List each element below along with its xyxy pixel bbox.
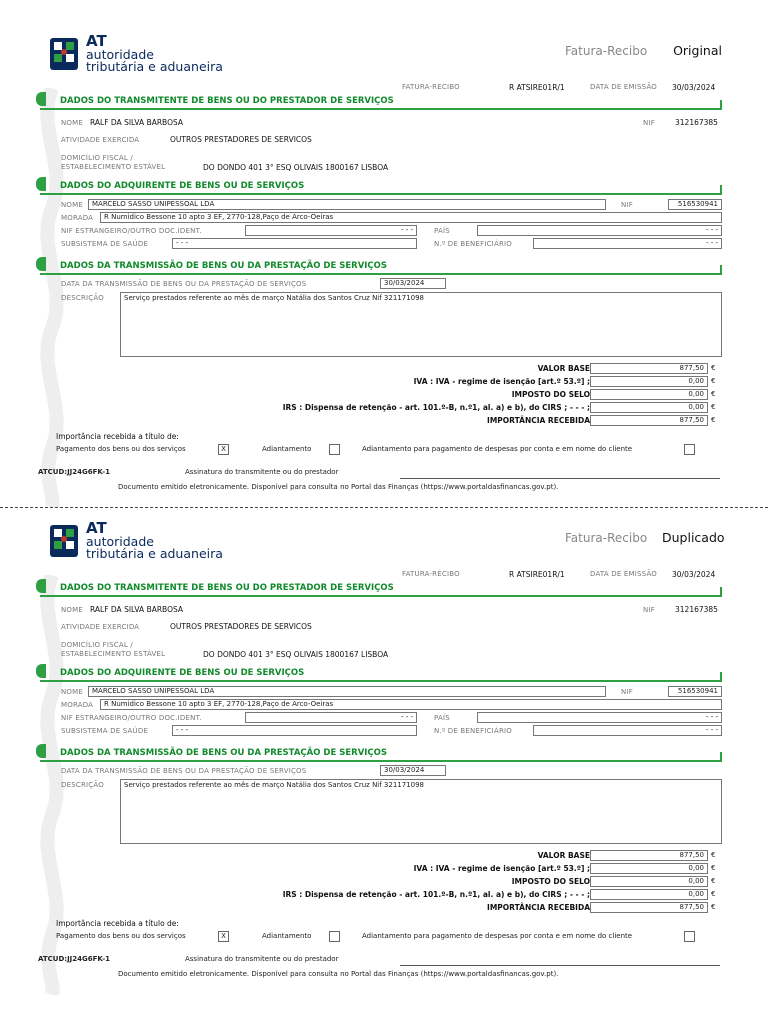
buyer-name-field: MARCELO SASSO UNIPESSOAL LDA (88, 686, 606, 697)
totals-value: 0,00 (590, 402, 708, 413)
copy-label: Original (673, 43, 722, 58)
buyer-section-title: DADOS DO ADQUIRENTE DE BENS OU DE SERVIÇOS (60, 668, 305, 678)
seller-name-label: NOME (61, 119, 84, 127)
advance-checkbox[interactable] (329, 444, 340, 455)
euro-sign: € (711, 364, 716, 372)
logo-line2: tributária e aduaneira (86, 59, 223, 74)
euro-sign: € (711, 416, 716, 424)
seller-address-label-2: ESTABELECIMENTO ESTÁVEL (61, 650, 166, 658)
buyer-nif-field: 516530941 (668, 199, 722, 210)
seller-name: RALF DA SILVA BARBOSA (90, 118, 183, 127)
totals-label: IMPOSTO DO SELO (511, 877, 590, 886)
buyer-health-field: - - - (172, 238, 417, 249)
transmission-section-rule (40, 760, 722, 762)
seller-section-title: DADOS DO TRANSMITENTE DE BENS OU DO PRESTADOR DE SERVIÇOS (60, 583, 394, 593)
transmission-date-label: DATA DA TRANSMISSÃO DE BENS OU DA PRESTAÇÃO DE SERVIÇOS (61, 767, 307, 775)
logo-line2: tributária e aduaneira (86, 546, 223, 561)
advance-expenses-checkbox[interactable] (684, 444, 695, 455)
received-option-advance-expenses-label: Adiantamento para pagamento de despesas por conta e em nome do cliente (362, 932, 633, 940)
seller-name-label: NOME (61, 606, 84, 614)
signature-label: Assinatura do transmitente ou do prestador (185, 955, 339, 963)
buyer-country-label: PAÍS (434, 227, 450, 235)
seller-address: DO DONDO 401 3° ESQ OLIVAIS 1800167 LISBOA (203, 650, 389, 659)
transmission-date-field: 30/03/2024 (380, 765, 446, 776)
signature-line (400, 478, 720, 479)
buyer-address-field: R Numidico Bessone 10 apto 3 EF, 2770-128,Paço de Arco-Oeiras (100, 699, 722, 710)
seller-activity: OUTROS PRESTADORES DE SERVICOS (170, 622, 312, 631)
received-option-advance-label: Adiantamento (262, 932, 312, 940)
electronic-notice: Documento emitido eletronicamente. Disponível para consulta no Portal das Finanças (https://www.portaldasfinancas.gov.pt). (118, 970, 559, 978)
seller-section-rule (40, 595, 722, 597)
euro-sign: € (711, 390, 716, 398)
received-title: Importância recebida a título de: (56, 919, 179, 928)
totals-label: IRS : Dispensa de retenção - art. 101.º-B, n.º1, al. a) e b), do CIRS ; - - - ; (282, 403, 590, 412)
advance-checkbox[interactable] (329, 931, 340, 942)
euro-sign: € (711, 377, 716, 385)
buyer-country-field: - - - (477, 712, 722, 723)
buyer-country-label: PAÍS (434, 714, 450, 722)
buyer-name-label: NOME (61, 688, 84, 696)
emission-date: 30/03/2024 (672, 570, 716, 579)
transmission-date-label: DATA DA TRANSMISSÃO DE BENS OU DA PRESTAÇÃO DE SERVIÇOS (61, 280, 307, 288)
totals-label: IMPORTÂNCIA RECEBIDA (487, 903, 590, 912)
received-option-payment-label: Pagamento dos bens ou dos serviços (56, 445, 186, 453)
totals-value: 877,50 (590, 363, 708, 374)
at-emblem-icon (48, 521, 82, 561)
buyer-nif-label: NIF (621, 688, 633, 696)
logo-line1: autoridade (86, 47, 154, 62)
buyer-name-label: NOME (61, 201, 84, 209)
logo-at-text: AT (86, 32, 107, 50)
signature-line (400, 965, 720, 966)
totals-value: 0,00 (590, 889, 708, 900)
transmission-date-field: 30/03/2024 (380, 278, 446, 289)
transmission-section-title: DADOS DA TRANSMISSÃO DE BENS OU DA PRESTAÇÃO DE SERVIÇOS (60, 748, 388, 758)
euro-sign: € (711, 864, 716, 872)
logo-line1: autoridade (86, 534, 154, 549)
buyer-health-field: - - - (172, 725, 417, 736)
buyer-beneficiary-field: - - - (533, 725, 722, 736)
description-label: DESCRIÇÃO (61, 294, 104, 302)
euro-sign: € (711, 890, 716, 898)
seller-address-label-1: DOMICÍLIO FISCAL / (61, 641, 133, 649)
totals-value: 0,00 (590, 376, 708, 387)
invoice-copy-duplicate (0, 515, 768, 1015)
buyer-address-label: MORADA (61, 701, 94, 709)
seller-name: RALF DA SILVA BARBOSA (90, 605, 183, 614)
logo-at-text: AT (86, 519, 107, 537)
copy-label: Duplicado (662, 530, 725, 545)
totals-value: 877,50 (590, 902, 708, 913)
euro-sign: € (711, 851, 716, 859)
buyer-foreign-nif-field: - - - (245, 225, 417, 236)
buyer-beneficiary-label: N.º DE BENEFICIÁRIO (434, 240, 512, 248)
seller-nif: 312167385 (675, 118, 718, 127)
euro-sign: € (711, 403, 716, 411)
description-label: DESCRIÇÃO (61, 781, 104, 789)
doc-label: FATURA-RECIBO (402, 83, 460, 91)
buyer-foreign-nif-label: NIF ESTRANGEIRO/OUTRO DOC.IDENT. (61, 714, 202, 722)
transmission-section-title: DADOS DA TRANSMISSÃO DE BENS OU DA PRESTAÇÃO DE SERVIÇOS (60, 261, 388, 271)
seller-activity-label: ATIVIDADE EXERCIDA (61, 623, 140, 631)
buyer-nif-label: NIF (621, 201, 633, 209)
seller-activity-label: ATIVIDADE EXERCIDA (61, 136, 140, 144)
seller-activity: OUTROS PRESTADORES DE SERVICOS (170, 135, 312, 144)
received-option-advance-label: Adiantamento (262, 445, 312, 453)
buyer-name-field: MARCELO SASSO UNIPESSOAL LDA (88, 199, 606, 210)
doc-label: FATURA-RECIBO (402, 570, 460, 578)
buyer-section-rule (40, 680, 722, 682)
totals-value: 0,00 (590, 389, 708, 400)
buyer-foreign-nif-label: NIF ESTRANGEIRO/OUTRO DOC.IDENT. (61, 227, 202, 235)
received-option-advance-expenses-label: Adiantamento para pagamento de despesas por conta e em nome do cliente (362, 445, 633, 453)
payment-checkbox[interactable]: X (218, 931, 229, 942)
at-logo (48, 34, 238, 76)
doc-type-title: Fatura-Recibo (565, 531, 648, 545)
totals-label: VALOR BASE (537, 364, 590, 373)
buyer-beneficiary-label: N.º DE BENEFICIÁRIO (434, 727, 512, 735)
atcud-code: ATCUD:JJ24G6FK-1 (38, 468, 111, 476)
invoice-copy-original (0, 28, 768, 528)
payment-checkbox[interactable]: X (218, 444, 229, 455)
doc-type-title: Fatura-Recibo (565, 44, 648, 58)
signature-label: Assinatura do transmitente ou do prestador (185, 468, 339, 476)
description-field: Serviço prestados referente ao mês de março Natália dos Santos Cruz Nif 321171098 (120, 292, 722, 357)
buyer-section-rule (40, 193, 722, 195)
buyer-beneficiary-field: - - - (533, 238, 722, 249)
totals-value: 877,50 (590, 415, 708, 426)
doc-number: R ATSIRE01R/1 (509, 570, 565, 579)
totals-label: VALOR BASE (537, 851, 590, 860)
buyer-health-label: SUBSISTEMA DE SAÚDE (61, 727, 149, 735)
emission-date-label: DATA DE EMISSÃO (590, 570, 658, 578)
emission-date-label: DATA DE EMISSÃO (590, 83, 658, 91)
buyer-address-label: MORADA (61, 214, 94, 222)
totals-value: 0,00 (590, 876, 708, 887)
doc-number: R ATSIRE01R/1 (509, 83, 565, 92)
totals-label: IMPORTÂNCIA RECEBIDA (487, 416, 590, 425)
totals-label: IMPOSTO DO SELO (511, 390, 590, 399)
received-option-payment-label: Pagamento dos bens ou dos serviços (56, 932, 186, 940)
description-field: Serviço prestados referente ao mês de março Natália dos Santos Cruz Nif 321171098 (120, 779, 722, 844)
seller-address-label-2: ESTABELECIMENTO ESTÁVEL (61, 163, 166, 171)
euro-sign: € (711, 903, 716, 911)
buyer-country-field: - - - (477, 225, 722, 236)
totals-label: IVA : IVA - regime de isenção [art.º 53.º] ; (413, 864, 590, 873)
totals-value: 877,50 (590, 850, 708, 861)
transmission-section-rule (40, 273, 722, 275)
seller-address: DO DONDO 401 3° ESQ OLIVAIS 1800167 LISBOA (203, 163, 389, 172)
seller-nif-label: NIF (643, 119, 655, 127)
buyer-section-title: DADOS DO ADQUIRENTE DE BENS OU DE SERVIÇOS (60, 181, 305, 191)
totals-label: IRS : Dispensa de retenção - art. 101.º-B, n.º1, al. a) e b), do CIRS ; - - - ; (282, 890, 590, 899)
seller-section-rule (40, 108, 722, 110)
seller-nif-label: NIF (643, 606, 655, 614)
advance-expenses-checkbox[interactable] (684, 931, 695, 942)
atcud-code: ATCUD:JJ24G6FK-1 (38, 955, 111, 963)
buyer-foreign-nif-field: - - - (245, 712, 417, 723)
seller-address-label-1: DOMICÍLIO FISCAL / (61, 154, 133, 162)
at-emblem-icon (48, 34, 82, 74)
received-title: Importância recebida a título de: (56, 432, 179, 441)
totals-label: IVA : IVA - regime de isenção [art.º 53.º] ; (413, 377, 590, 386)
cut-line (0, 507, 768, 508)
seller-section-title: DADOS DO TRANSMITENTE DE BENS OU DO PRESTADOR DE SERVIÇOS (60, 96, 394, 106)
electronic-notice: Documento emitido eletronicamente. Disponível para consulta no Portal das Finanças (https://www.portaldasfinancas.gov.pt). (118, 483, 559, 491)
totals-value: 0,00 (590, 863, 708, 874)
at-logo (48, 521, 238, 563)
buyer-health-label: SUBSISTEMA DE SAÚDE (61, 240, 149, 248)
buyer-address-field: R Numidico Bessone 10 apto 3 EF, 2770-128,Paço de Arco-Oeiras (100, 212, 722, 223)
buyer-nif-field: 516530941 (668, 686, 722, 697)
euro-sign: € (711, 877, 716, 885)
emission-date: 30/03/2024 (672, 83, 716, 92)
seller-nif: 312167385 (675, 605, 718, 614)
